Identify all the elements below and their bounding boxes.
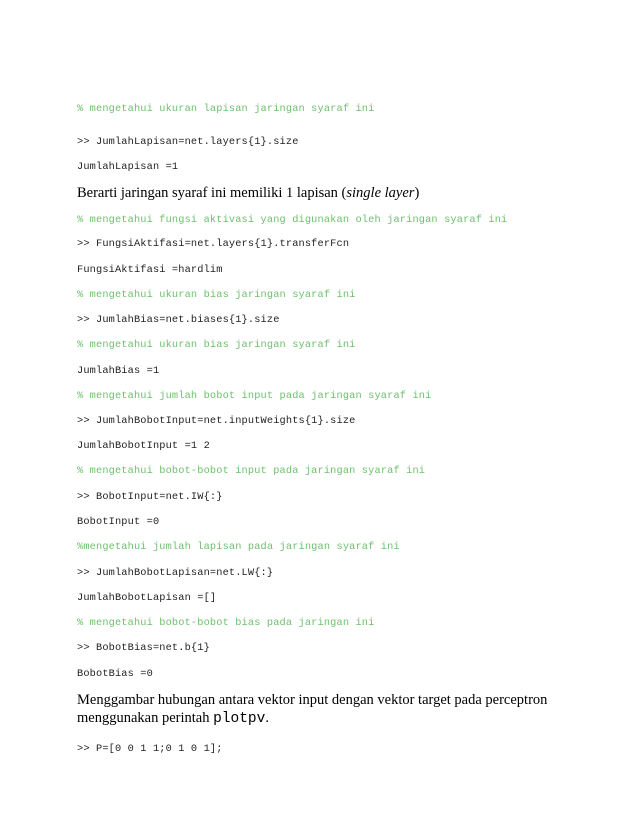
prose-italic-text: single layer [346, 185, 415, 201]
prose-text: Berarti jaringan syaraf ini memiliki 1 lapisan ( [77, 185, 347, 201]
code-comment: % mengetahui bobot-bobot bias pada jaringan ini [77, 617, 375, 629]
code-command: >> BobotBias=net.b{1} [77, 642, 210, 654]
prose-paragraph [77, 691, 577, 728]
code-command: >> JumlahBobotInput=net.inputWeights{1}.size [77, 415, 356, 427]
prose-text: Menggambar hubungan antara vektor input dengan vektor target pada perceptron menggunakan perintah [77, 692, 548, 726]
code-output: JumlahBobotLapisan =[] [77, 592, 217, 604]
code-comment: % mengetahui ukuran lapisan jaringan syaraf ini [77, 103, 375, 115]
code-output: FungsiAktifasi =hardlim [77, 264, 223, 276]
code-comment: % mengetahui ukuran bias jaringan syaraf ini [77, 339, 356, 351]
code-comment: %mengetahui jumlah lapisan pada jaringan syaraf ini [77, 541, 400, 553]
prose-text: ) [414, 185, 420, 201]
code-command: >> BobotInput=net.IW{:} [77, 491, 223, 503]
code-output: BobotInput =0 [77, 516, 160, 528]
code-command: >> JumlahBias=net.biases{1}.size [77, 314, 280, 326]
code-output: BobotBias =0 [77, 668, 153, 680]
code-comment: % mengetahui bobot-bobot input pada jaringan syaraf ini [77, 465, 426, 477]
prose-text: . [265, 710, 269, 726]
code-comment: % mengetahui ukuran bias jaringan syaraf ini [77, 289, 356, 301]
code-output: JumlahBias =1 [77, 365, 160, 377]
prose-paragraph [77, 184, 577, 202]
code-command: >> FungsiAktifasi=net.layers{1}.transferFcn [77, 238, 350, 250]
code-command: >> P=[0 0 1 1;0 1 0 1]; [77, 743, 223, 755]
code-comment: % mengetahui jumlah bobot input pada jaringan syaraf ini [77, 390, 432, 402]
code-output: JumlahBobotInput =1 2 [77, 440, 210, 452]
code-output: JumlahLapisan =1 [77, 161, 179, 173]
code-command: >> JumlahBobotLapisan=net.LW{:} [77, 567, 274, 579]
code-comment: % mengetahui fungsi aktivasi yang digunakan oleh jaringan syaraf ini [77, 214, 508, 226]
code-command: >> JumlahLapisan=net.layers{1}.size [77, 136, 299, 148]
inline-code: plotpv [213, 711, 266, 727]
